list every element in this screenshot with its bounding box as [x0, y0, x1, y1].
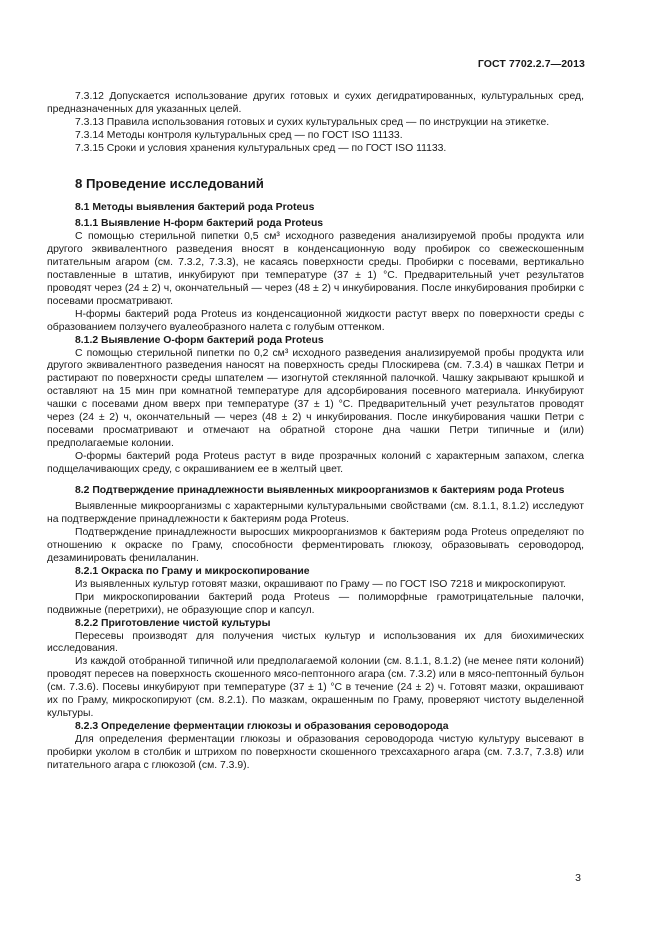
paragraph: 7.3.13 Правила использования готовых и сухих культуральных сред — по инструкции на этикетке. [75, 116, 550, 128]
paragraph: 7.3.15 Сроки и условия хранения культуральных сред — по ГОСТ ISO 11133. [75, 142, 447, 154]
paragraph: 7.3.12 Допускается использование других готовых и сухих дегидратированных, культуральных сред, предназначенных для указанных целей. [47, 91, 584, 115]
section-heading: 8 Проведение исследований [75, 175, 264, 191]
subsection-heading: 8.1.2 Выявление О-форм бактерий рода Proteus [75, 334, 324, 346]
subsection-heading: 8.2.2 Приготовление чистой культуры [75, 617, 271, 629]
paragraph: Для определения ферментации глюкозы и образования сероводорода чистую культуру высевают в пробирки уколом в столбик и штрихом по поверхности скошенного трехсахарного агара (см. 7.3.7, 7.3.8) или питательного агара с глюкозой (см. 7.3.9). [47, 733, 584, 771]
paragraph: При микроскопировании бактерий рода Proteus — полиморфные грамотрицательные палочки, подвижные (перетрихи), не образующие спор и капсул. [47, 591, 584, 616]
subsection-heading: 8.2.3 Определение ферментации глюкозы и образования сероводорода [75, 720, 449, 732]
paragraph: Пересевы производят для получения чистых культур и использования их для биохимических исследования. [47, 630, 584, 655]
paragraph: Из выявленных культур готовят мазки, окрашивают по Граму — по ГОСТ ISO 7218 и микроскопируют. [75, 578, 566, 590]
subsection-heading: 8.2.1 Окраска по Граму и микроскопирование [75, 566, 310, 577]
paragraph: С помощью стерильной пипетки 0,5 см³ исходного разведения анализируемой пробы продукта или другого эквивалентного разведения вносят в конденсационную воду пробирок со свежескошенным питательным агаром (см. 7.3.2, 7.3.3), не касаясь поверхности среды. Пробирки с посевами, вертикально поставленные в штатив, инкубируют при температуре (37 ± 1) °С. Предварительный учет результатов проводят через (24 ± 2) ч, окончательный — через (48 ± 2) ч инкубирования. После инкубирования пробирки с посевами просматривают. [47, 231, 584, 307]
subsection-heading: 8.1 Методы выявления бактерий рода Proteus [75, 201, 315, 213]
paragraph: С помощью стерильной пипетки по 0,2 см³ исходного разведения анализируемой пробы продукта или другого эквивалентного разведения наносят на поверхность среды Плоскирева (см. 7.3.4) в чашках Петри и растирают по поверхности среды шпателем — изогнутой стеклянной палочкой. Чашку закрывают крышкой и оставляют на 15 мин при комнатной температуре для адсорбирования посевного материала. Инкубируют чашки с посевами дном вверх при температуре (37 ± 1) °С. Предварительный учет результатов проводят через (24 ± 2) ч, окончательный — через (48 ± 2) ч инкубирования. После инкубирования чашки Петри с посевами просматривают и отмечают на обратной стороне дна чашки Петри типичные и (или) предполагаемые колонии. [47, 347, 584, 449]
paragraph: 7.3.14 Методы контроля культуральных сред — по ГОСТ ISO 11133. [75, 129, 403, 141]
subsection-heading: 8.2 Подтверждение принадлежности выявленных микроорганизмов к бактериям рода Proteus [75, 484, 565, 496]
document-code: ГОСТ 7702.2.7—2013 [477, 58, 585, 70]
paragraph: Н-формы бактерий рода Proteus из конденсационной жидкости растут вверх по поверхности среды с образованием ползучего вуалеобразного налета с голубым оттенком. [47, 308, 584, 333]
paragraph: Подтверждение принадлежности выросших микроорганизмов к бактериям рода Proteus определяют по отношению к окраске по Граму, способности ферментировать глюкозу, образовывать сероводород, дезаминировать фенилаланин. [47, 527, 584, 565]
paragraph: Выявленные микроорганизмы с характерными культуральными свойствами (см. 8.1.1, 8.1.2) исследуют на подтверждение принадлежности к бактериям рода Proteus. [47, 501, 584, 526]
page-number: 3 [575, 872, 581, 884]
spacer [47, 477, 584, 485]
document-body [47, 91, 584, 773]
paragraph: Из каждой отобранной типичной или предполагаемой колонии (см. 8.1.1, 8.1.2) (не менее пяти колоний) проводят пересев на поверхность скошенного мясо-пептонного агара (см. 7.3.2) или в мясо-пептонный бульон (см. 7.3.6). Посевы инкубируют при температуре (37 ± 1) °С в течение (24 ± 2) ч. Готовят мазки, окрашивают их по Граму, микроскопируют (см. 8.2.1). По мазкам, окрашенным по Граму, проверяют чистоту выделенной культуры. [47, 656, 584, 719]
subsection-heading: 8.1.1 Выявление Н-форм бактерий рода Proteus [75, 218, 324, 230]
paragraph: О-формы бактерий рода Proteus растут в виде прозрачных колоний с характерным запахом, слегка подщелачивающих среду, с окрашиванием ее в желтый цвет. [47, 450, 584, 475]
